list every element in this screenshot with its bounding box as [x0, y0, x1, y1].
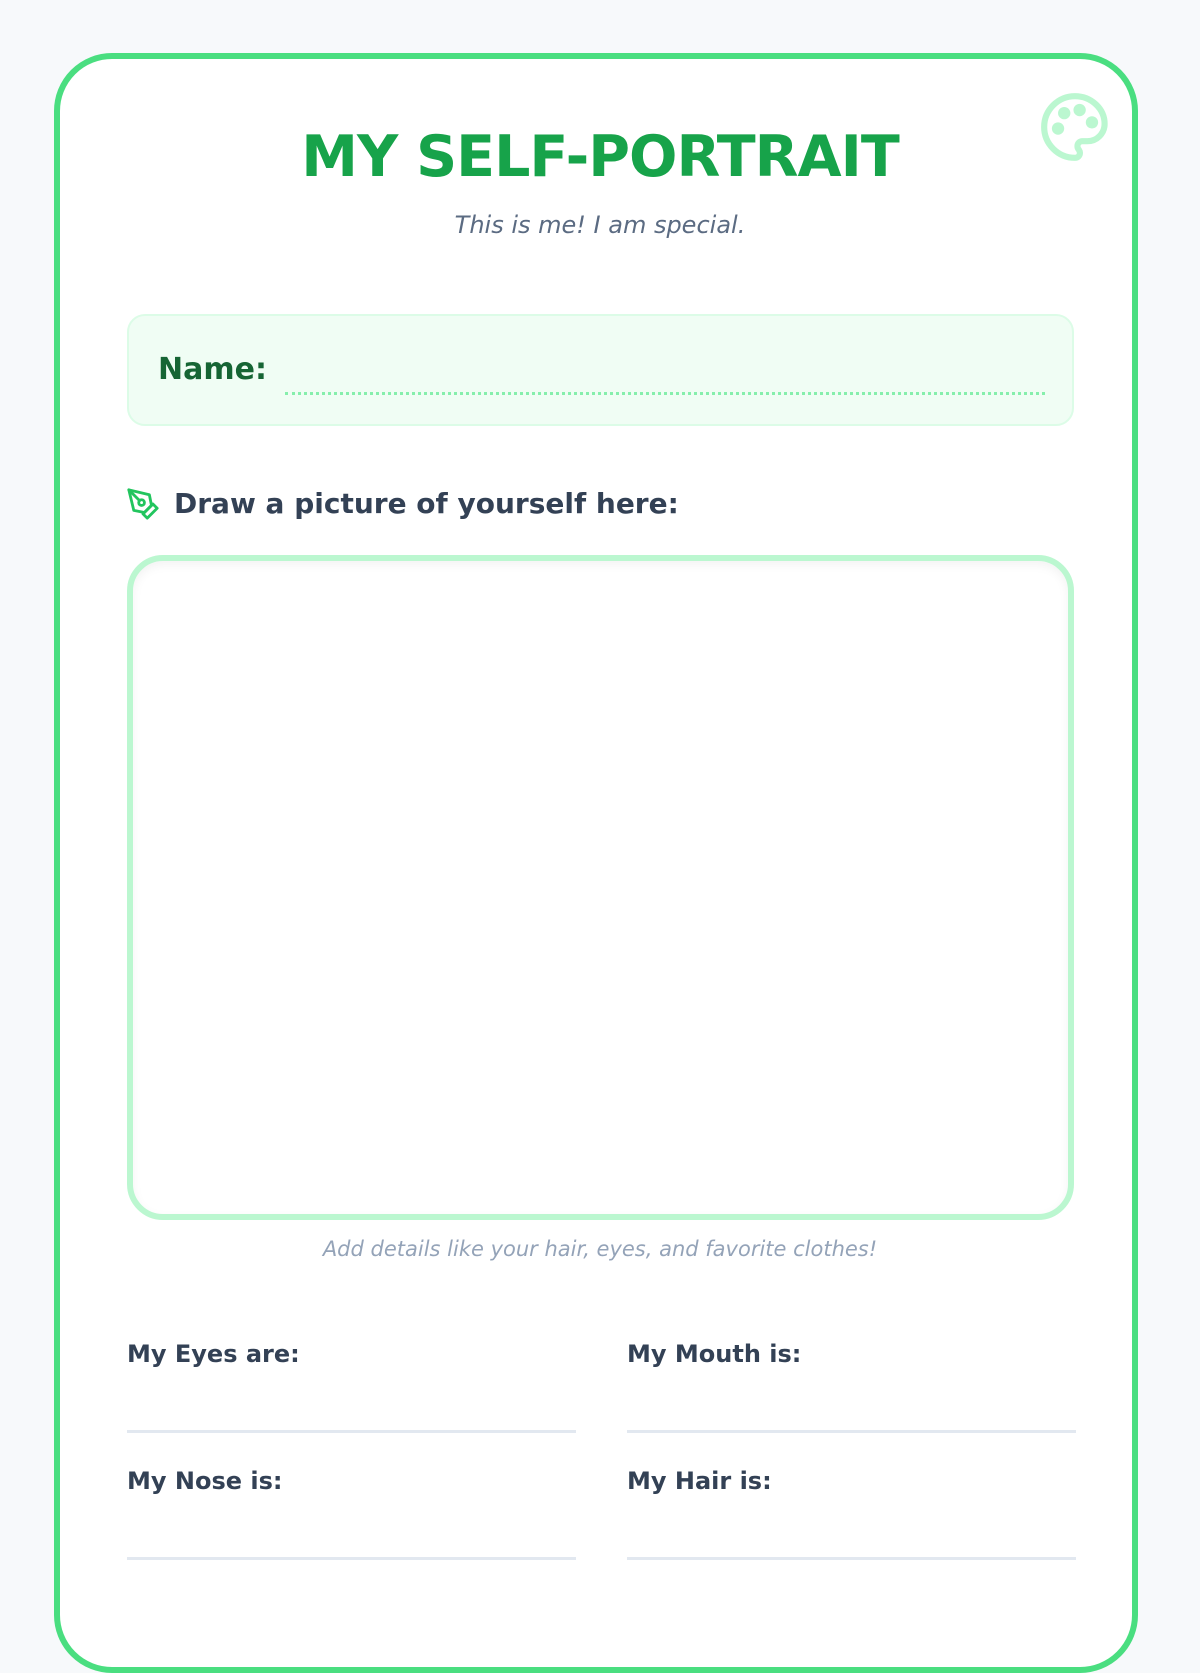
- mouth-label: My Mouth is:: [627, 1340, 802, 1368]
- eyes-answer-line[interactable]: [127, 1430, 576, 1433]
- page-title: MY SELF-PORTRAIT: [301, 124, 899, 190]
- name-label: Name:: [158, 352, 267, 387]
- nose-label: My Nose is:: [127, 1467, 283, 1495]
- pen-tool-icon: [126, 487, 160, 521]
- eyes-label: My Eyes are:: [127, 1340, 300, 1368]
- hair-label: My Hair is:: [627, 1467, 772, 1495]
- name-box: [127, 314, 1074, 426]
- drawing-area[interactable]: [127, 555, 1074, 1220]
- page-subtitle: This is me! I am special.: [454, 211, 746, 239]
- hair-answer-line[interactable]: [627, 1557, 1076, 1560]
- draw-prompt: Draw a picture of yourself here:: [174, 487, 679, 520]
- mouth-answer-line[interactable]: [627, 1430, 1076, 1433]
- drawing-hint: Add details like your hair, eyes, and favorite clothes!: [322, 1237, 878, 1261]
- name-input-line[interactable]: [285, 392, 1045, 395]
- nose-answer-line[interactable]: [127, 1557, 576, 1560]
